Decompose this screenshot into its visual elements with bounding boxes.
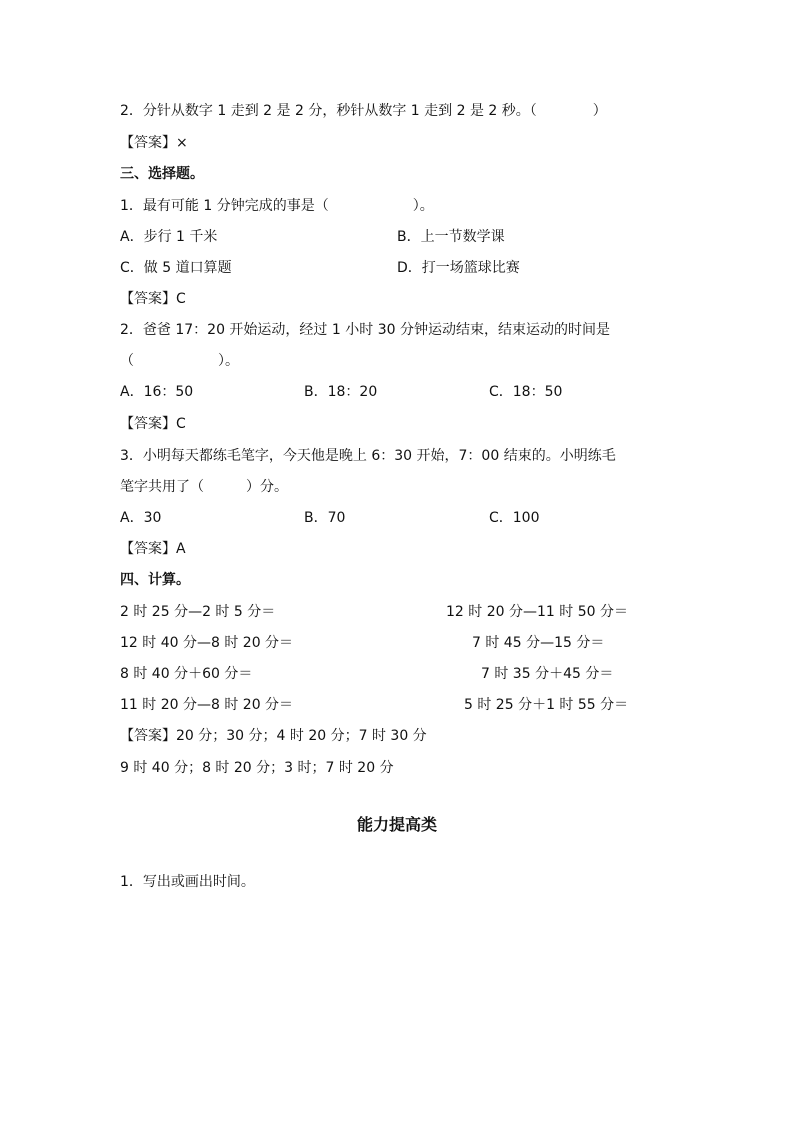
calc-item-5: 8 时 40 分＋60 分＝ <box>120 666 253 682</box>
choice-3-option-c: C．100 <box>489 510 540 526</box>
choice-3-answer: 【答案】A <box>120 541 186 557</box>
calc-item-7: 11 时 20 分—8 时 20 分＝ <box>120 697 294 713</box>
choice-2-option-a: A．16：50 <box>120 384 194 400</box>
choice-2-answer: 【答案】C <box>120 416 186 432</box>
question-true-false-2: 2．分针从数字 1 走到 2 是 2 分，秒针从数字 1 走到 2 是 2 秒。（ ） <box>120 103 607 119</box>
choice-1-answer: 【答案】C <box>120 291 186 307</box>
calc-item-3: 12 时 40 分—8 时 20 分＝ <box>120 635 294 651</box>
answer-true-false-2: 【答案】× <box>120 135 188 151</box>
choice-1-option-c: C．做 5 道口算题 <box>120 260 232 276</box>
calc-item-1: 2 时 25 分—2 时 5 分＝ <box>120 604 276 620</box>
choice-3-option-b: B．70 <box>304 510 346 526</box>
choice-2-option-b: B．18：20 <box>304 384 378 400</box>
choice-question-2-line-1: 2．爸爸 17：20 开始运动，经过 1 小时 30 分钟运动结束，结束运动的时间是 <box>120 322 610 338</box>
choice-question-3-line-1: 3．小明每天都练毛笔字，今天他是晚上 6：30 开始，7：00 结束的。小明练毛 <box>120 448 616 464</box>
section-heading-choice: 三、选择题。 <box>120 166 204 182</box>
choice-question-1: 1．最有可能 1 分钟完成的事是（ ）。 <box>120 198 434 214</box>
calc-answer-line-2: 9 时 40 分；8 时 20 分；3 时；7 时 20 分 <box>120 760 394 776</box>
calc-item-8: 5 时 25 分＋1 时 55 分＝ <box>464 697 629 713</box>
calc-answer-line-1: 【答案】20 分；30 分；4 时 20 分；7 时 30 分 <box>120 728 427 744</box>
choice-1-option-d: D．打一场篮球比赛 <box>397 260 520 276</box>
choice-1-option-a: A．步行 1 千米 <box>120 229 218 245</box>
choice-1-option-b: B．上一节数学课 <box>397 229 505 245</box>
calc-item-2: 12 时 20 分—11 时 50 分＝ <box>446 604 628 620</box>
choice-3-option-a: A．30 <box>120 510 162 526</box>
choice-question-2-line-2: （ ）。 <box>120 353 239 369</box>
calc-item-4: 7 时 45 分—15 分＝ <box>472 635 605 651</box>
ability-question-1: 1．写出或画出时间。 <box>120 874 255 890</box>
section-title-ability: 能力提高类 <box>356 815 437 834</box>
calc-item-6: 7 时 35 分＋45 分＝ <box>481 666 614 682</box>
section-heading-calc: 四、计算。 <box>120 572 190 588</box>
choice-question-3-line-2: 笔字共用了（ ）分。 <box>120 479 288 495</box>
choice-2-option-c: C．18：50 <box>489 384 563 400</box>
